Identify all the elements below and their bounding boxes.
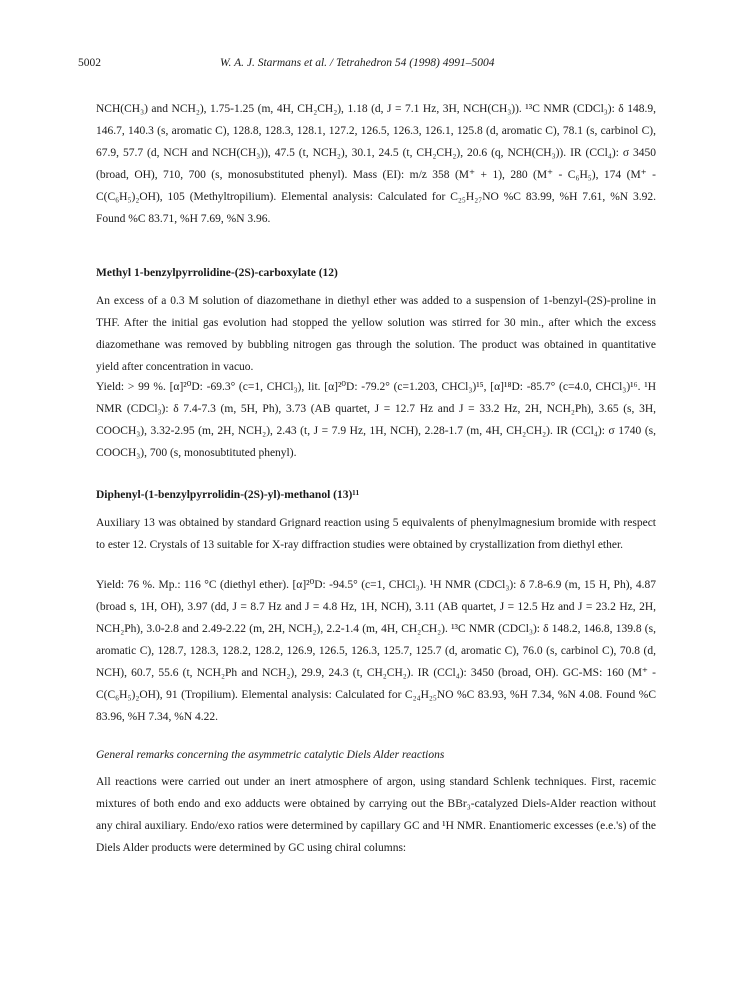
general-remarks-paragraph: All reactions were carried out under an inert atmosphere of argon, using standard Schlenk techniques. First, racemic mixtures of both endo and exo adducts were obtained by carrying out the BBr₃-catalyzed Diels-Alder reaction without any chiral auxiliary. Endo/exo ratios were determined by capillary GC and ¹H NMR. Enantiomeric excesses (e.e.'s) of the Diels Alder products were determined by GC using chiral columns: [96,776,656,854]
continued-paragraph: NCH(CH₃) and NCH₂), 1.75-1.25 (m, 4H, CH₂CH₂), 1.18 (d, J = 7.1 Hz, 3H, NCH(CH₃)). ¹³C NMR (CDCl₃): δ 148.9, 146.7, 140.3 (s, aromatic C), 128.8, 128.3, 128.1, 127.2, 126.5, 126.3, 126.1, 125.8 (d, aromatic C), 78.1 (s, carbinol C), 67.9, 57.7 (d, NCH and NCH(CH₃)), 47.5 (t, NCH₂), 30.1, 24.5 (t, CH₂CH₂), 20.6 (q, NCH(CH₃)). IR (CCl₄): σ 3450 (broad, OH), 710, 700 (s, monosubstituted phenyl). Mass (EI): m/z 358 (M⁺ + 1), 280 (M⁺ - C₆H₅), 174 (M⁺ - C(C₆H₅)₂OH), 105 (Methyltropilium). Elemental analysis: Calculated for C₂₅H₂₇NO %C 83.99, %H 7.61, %N 3.92. Found %C 83.71, %H 7.69, %N 3.96. [96,103,656,225]
compound-13-heading: Diphenyl-(1-benzylpyrrolidin-(2S)-yl)-methanol (13)¹¹ [96,489,360,501]
page-header [78,57,668,73]
compound-12-characterization: Yield: > 99 %. [α]²⁰D: -69.3° (c=1, CHCl₃), lit. [α]²⁰D: -79.2° (c=1.203, CHCl₃)¹⁵, [α]¹⁸D: -85.7° (c=4.0, CHCl₃)¹⁶. ¹H NMR (CDCl₃): δ 7.4-7.3 (m, 5H, Ph), 3.73 (AB quartet, J = 12.7 Hz and J = 33.2 Hz, 2H, NCH₂Ph), 3.65 (s, 3H, COOCH₃), 3.32-2.95 (m, 2H, NCH₂), 2.43 (t, J = 7.9 Hz, 1H, NCH), 2.28-1.7 (m, 4H, CH₂CH₂). IR (CCl₄): σ 1740 (s, COOCH₃), 700 (s, monosubtituted phenyl). [96,381,656,459]
compound-13-characterization: Yield: 76 %. Mp.: 116 °C (diethyl ether). [α]²⁰D: -94.5° (c=1, CHCl₃). ¹H NMR (CDCl₃): δ 7.8-6.9 (m, 15 H, Ph), 4.87 (broad s, 1H, OH), 3.97 (dd, J = 8.7 Hz and J = 4.8 Hz, 1H, NCH), 3.11 (AB quartet, J = 12.5 Hz and J = 23.2 Hz, 2H, NCH₂Ph), 3.0-2.8 and 2.49-2.22 (m, 2H, NCH₂), 2.2-1.4 (m, 4H, CH₂CH₂). ¹³C NMR (CDCl₃): δ 148.2, 146.8, 139.8 (s, aromatic C), 128.7, 128.3, 128.2, 128.2, 126.9, 126.5, 126.3, 125.7, 125.7 (d, aromatic C), 76.0 (s, carbinol C), 70.8 (d, NCH), 60.7, 55.6 (t, NCH₂Ph and NCH₂), 29.9, 24.3 (t, CH₂CH₂). IR (CCl₄): 3450 (broad, OH). GC-MS: 160 (M⁺ - C(C₆H₅)₂OH), 91 (Tropilium). Elemental analysis: Calculated for C₂₄H₂₅NO %C 83.93, %H 7.34, %N 4.08. Found %C 83.96, %H 7.34, %N 4.22. [96,579,656,723]
running-title: W. A. J. Starmans et al. / Tetrahedron 54 (1998) 4991–5004 [220,57,495,69]
compound-13-procedure: Auxiliary 13 was obtained by standard Grignard reaction using 5 equivalents of phenylmagnesium bromide with respect to ester 12. Crystals of 13 suitable for X-ray diffraction studies were obtained by crystallization from diethyl ether. [96,517,656,551]
general-remarks-heading: General remarks concerning the asymmetric catalytic Diels Alder reactions [96,749,445,761]
compound-12-procedure: An excess of a 0.3 M solution of diazomethane in diethyl ether was added to a suspension of 1-benzyl-(2S)-proline in THF. After the initial gas evolution had stopped the yellow solution was stirred for 30 min., after which the excess diazomethane was removed by bubbling nitrogen gas through the solution. The product was obtained in quantitative yield after concentration in vacuo. [96,295,656,373]
page-number: 5002 [78,57,101,69]
compound-12-heading: Methyl 1-benzylpyrrolidine-(2S)-carboxylate (12) [96,267,338,279]
